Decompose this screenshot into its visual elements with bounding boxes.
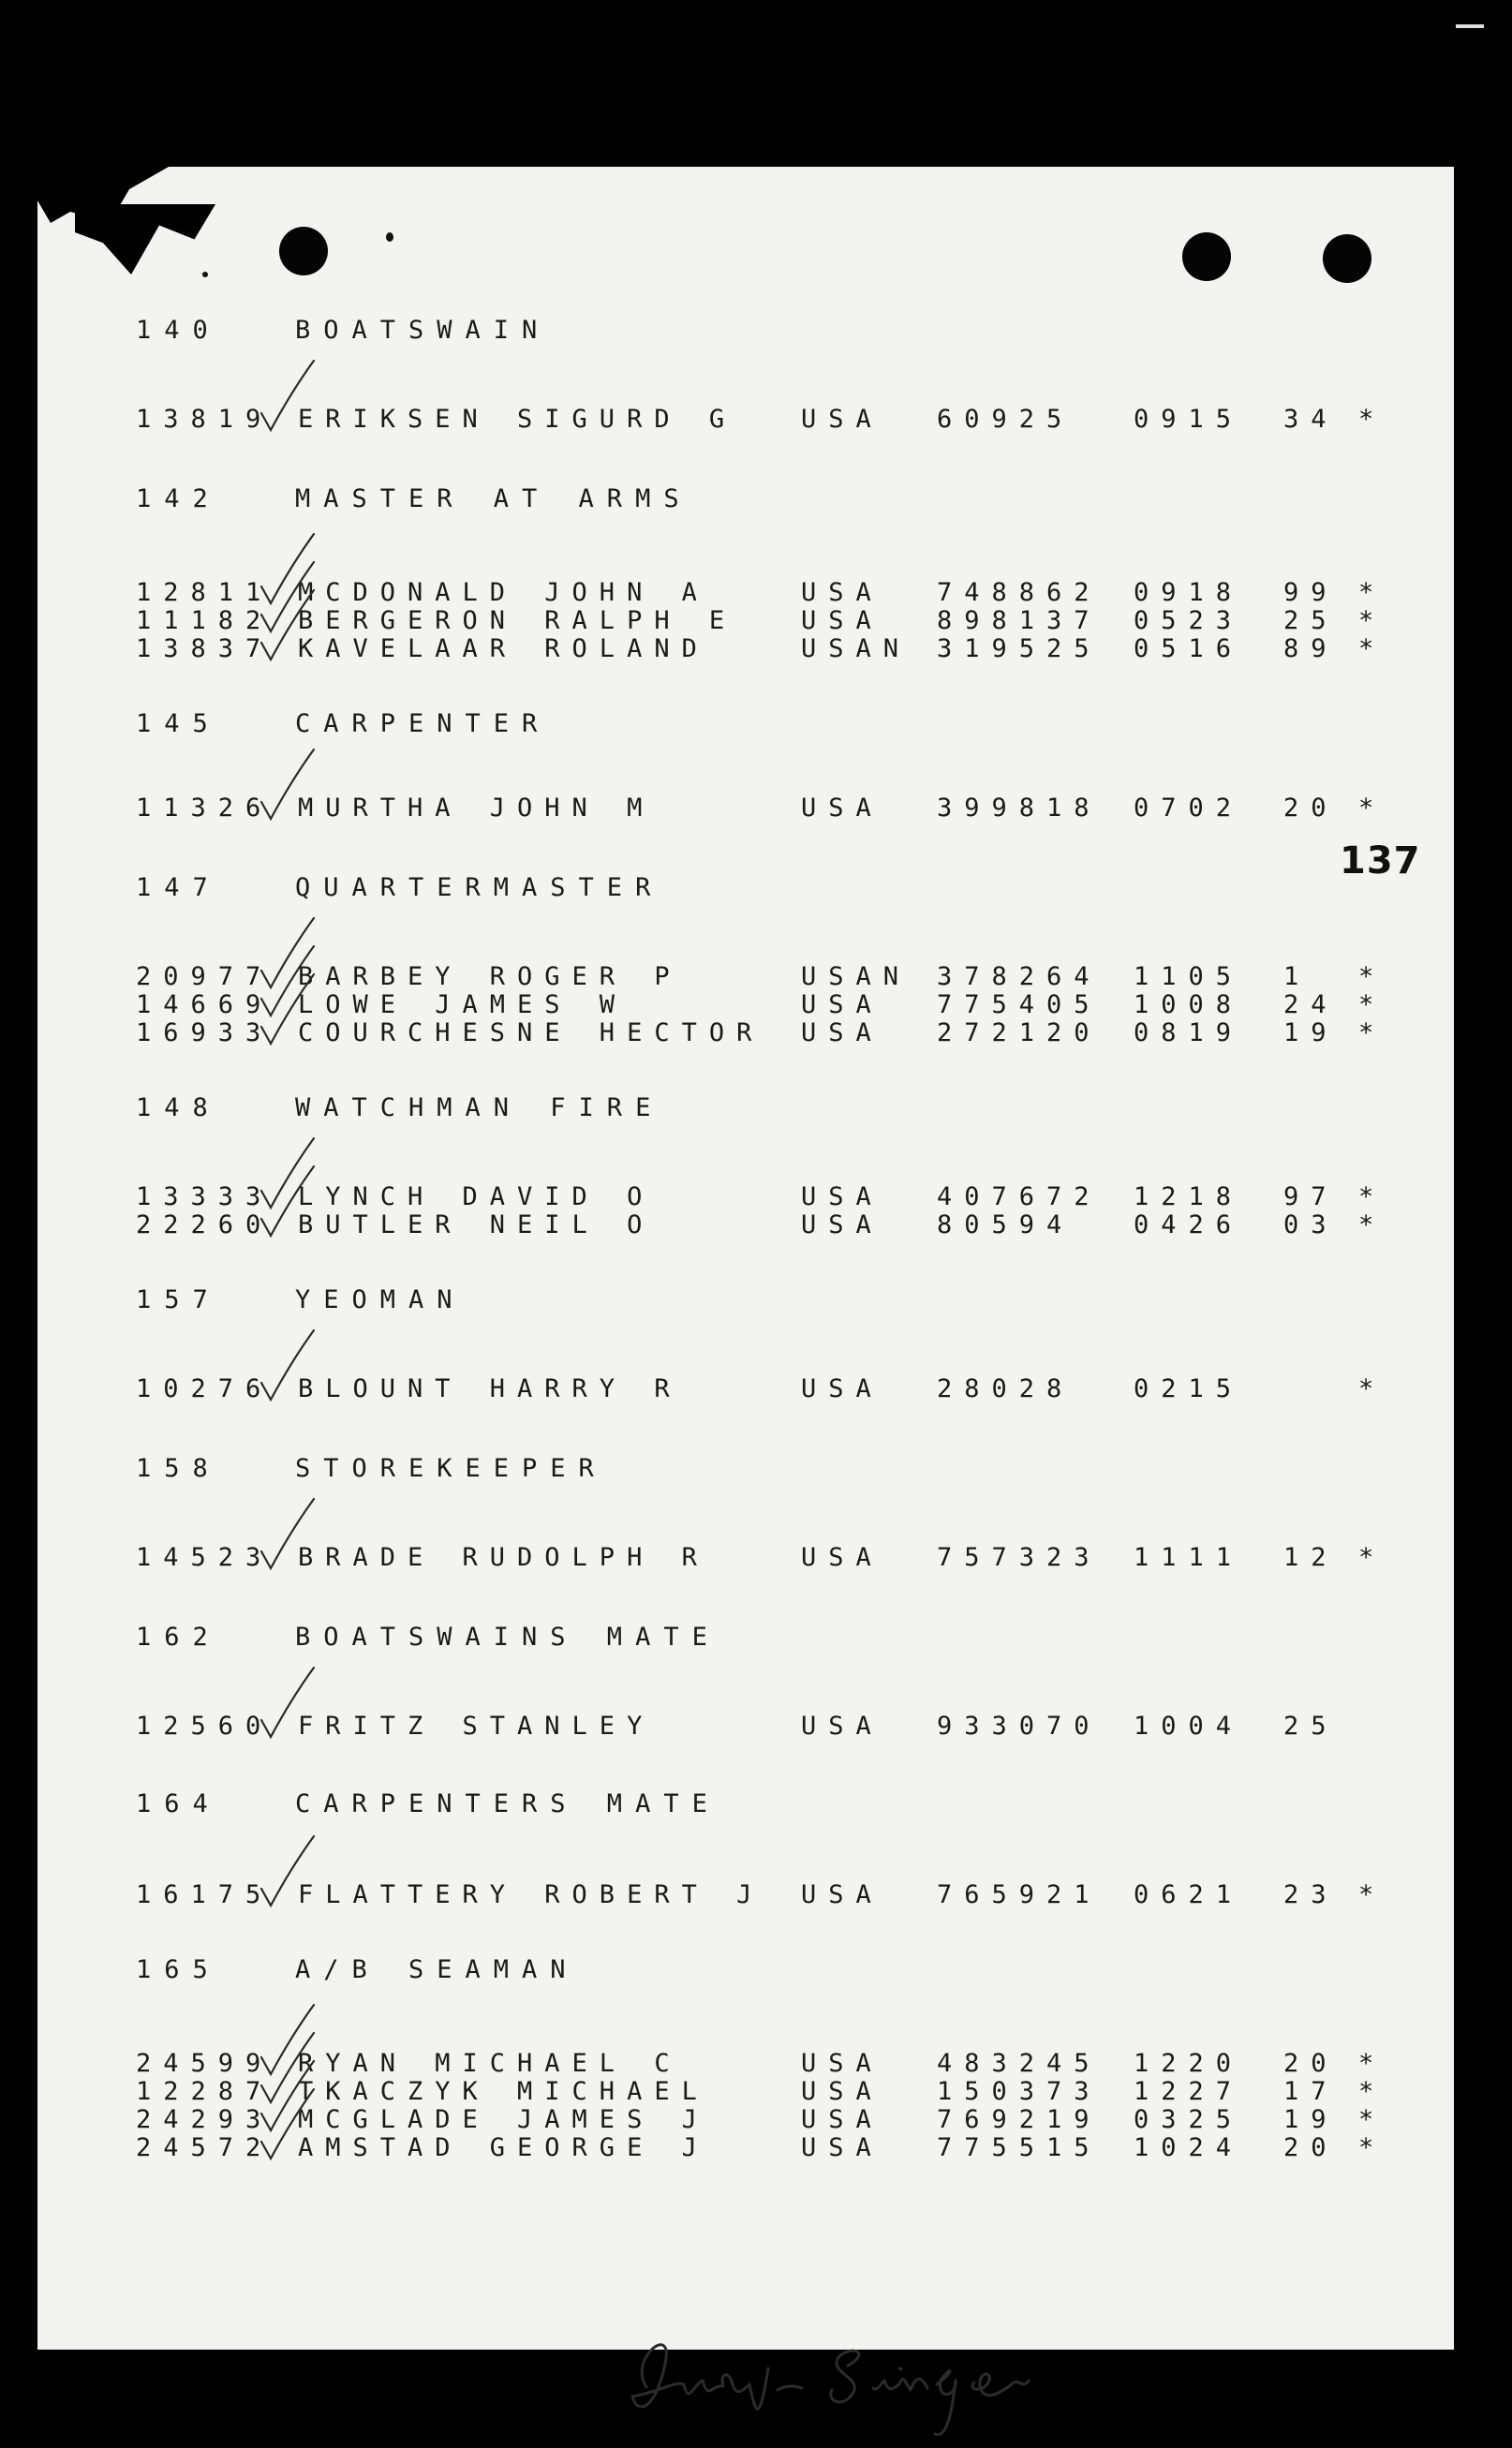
crew-serial: 483245 xyxy=(937,2049,1102,2078)
crew-mark: * xyxy=(1358,794,1386,823)
check-mark-icon xyxy=(258,748,318,823)
crew-nationality: USA xyxy=(801,606,883,635)
crew-date: 1105 xyxy=(1134,962,1244,991)
check-mark-icon xyxy=(258,2087,318,2162)
inspector-signature xyxy=(618,2279,1040,2448)
crew-number: 24599 xyxy=(136,2049,274,2078)
crew-name: FRITZ STANLEY xyxy=(298,1712,655,1741)
crew-date: 1227 xyxy=(1134,2077,1244,2106)
crew-name: BUTLER NEIL O xyxy=(298,1210,655,1239)
crew-number: 22260 xyxy=(136,1210,274,1239)
rating-code: 147 xyxy=(136,873,221,902)
crew-serial: 757323 xyxy=(937,1543,1102,1572)
crew-number: 24293 xyxy=(136,2105,274,2134)
crew-number: 14669 xyxy=(136,990,274,1019)
crew-date: 0426 xyxy=(1134,1210,1244,1239)
punch-hole-right xyxy=(1323,234,1371,283)
punch-hole-middle xyxy=(1182,232,1231,281)
crew-name: AMSTAD GEORGE J xyxy=(298,2133,709,2162)
rating-code: 145 xyxy=(136,709,221,738)
crew-serial: 80594 xyxy=(937,1210,1075,1239)
crew-number: 12560 xyxy=(136,1712,274,1741)
crew-serial: 28028 xyxy=(937,1374,1075,1403)
crew-number: 13837 xyxy=(136,634,274,663)
crew-number: 20977 xyxy=(136,962,274,991)
crew-nationality: USA xyxy=(801,578,883,607)
crew-date: 0215 xyxy=(1134,1374,1244,1403)
corner-mark xyxy=(1456,24,1484,28)
crew-number: 13333 xyxy=(136,1182,274,1211)
crew-number: 24572 xyxy=(136,2133,274,2162)
crew-nationality: USA xyxy=(801,405,883,434)
crew-code: 20 xyxy=(1283,2049,1339,2078)
crew-mark: * xyxy=(1358,2077,1386,2106)
rating-code: 148 xyxy=(136,1093,221,1122)
crew-mark: * xyxy=(1358,2133,1386,2162)
document-page xyxy=(37,167,1454,2350)
crew-mark: * xyxy=(1358,2105,1386,2134)
crew-mark: * xyxy=(1358,1374,1386,1403)
torn-corner-lower xyxy=(75,204,215,274)
crew-nationality: USA xyxy=(801,1712,883,1741)
crew-serial: 272120 xyxy=(937,1018,1102,1047)
crew-nationality: USA xyxy=(801,794,883,823)
crew-code: 03 xyxy=(1283,1210,1339,1239)
rating-title: CARPENTER xyxy=(295,709,551,738)
crew-date: 0819 xyxy=(1134,1018,1244,1047)
crew-number: 11182 xyxy=(136,606,274,635)
crew-date: 0702 xyxy=(1134,794,1244,823)
rating-code: 142 xyxy=(136,484,221,513)
crew-mark: * xyxy=(1358,962,1386,991)
crew-date: 1024 xyxy=(1134,2133,1244,2162)
crew-code: 25 xyxy=(1283,1712,1339,1741)
crew-name: KAVELAAR ROLAND xyxy=(298,634,709,663)
rating-code: 157 xyxy=(136,1285,221,1314)
crew-mark: * xyxy=(1358,1880,1386,1909)
crew-date: 0325 xyxy=(1134,2105,1244,2134)
crew-code: 99 xyxy=(1283,578,1339,607)
crew-date: 1220 xyxy=(1134,2049,1244,2078)
crew-name: MURTHA JOHN M xyxy=(298,794,655,823)
check-mark-icon xyxy=(258,1834,318,1909)
crew-nationality: USA xyxy=(801,2105,883,2134)
check-mark-icon xyxy=(258,972,318,1047)
crew-number: 11326 xyxy=(136,794,274,823)
crew-mark: * xyxy=(1358,405,1386,434)
crew-code: 89 xyxy=(1283,634,1339,663)
rating-code: 158 xyxy=(136,1454,221,1483)
rating-title: BOATSWAIN xyxy=(295,316,551,345)
crew-mark: * xyxy=(1358,990,1386,1019)
crew-code: 1 xyxy=(1283,962,1312,991)
crew-name: BRADE RUDOLPH R xyxy=(298,1543,709,1572)
crew-nationality: USA xyxy=(801,1374,883,1403)
crew-mark: * xyxy=(1358,606,1386,635)
crew-date: 0915 xyxy=(1134,405,1244,434)
punch-hole-left xyxy=(279,227,328,275)
crew-nationality: USA xyxy=(801,1543,883,1572)
crew-nationality: USA xyxy=(801,1880,883,1909)
crew-nationality: USAN xyxy=(801,634,912,663)
crew-name: MCGLADE JAMES J xyxy=(298,2105,709,2134)
crew-code: 25 xyxy=(1283,606,1339,635)
crew-nationality: USA xyxy=(801,990,883,1019)
rating-code: 162 xyxy=(136,1623,221,1652)
crew-code: 20 xyxy=(1283,794,1339,823)
crew-serial: 378264 xyxy=(937,962,1102,991)
crew-name: TKACZYK MICHAEL xyxy=(298,2077,709,2106)
crew-number: 16175 xyxy=(136,1880,274,1909)
crew-nationality: USAN xyxy=(801,962,912,991)
check-mark-icon xyxy=(258,1666,318,1741)
check-mark-icon xyxy=(258,1497,318,1572)
crew-code: 24 xyxy=(1283,990,1339,1019)
crew-date: 1111 xyxy=(1134,1543,1244,1572)
crew-number: 13819 xyxy=(136,405,274,434)
rating-title: YEOMAN xyxy=(295,1285,466,1314)
crew-name: RYAN MICHAEL C xyxy=(298,2049,682,2078)
crew-nationality: USA xyxy=(801,1018,883,1047)
crew-serial: 407672 xyxy=(937,1182,1102,1211)
crew-mark: * xyxy=(1358,578,1386,607)
crew-nationality: USA xyxy=(801,2049,883,2078)
speck xyxy=(386,232,393,242)
crew-serial: 150373 xyxy=(937,2077,1102,2106)
crew-code: 19 xyxy=(1283,1018,1339,1047)
crew-name: LOWE JAMES W xyxy=(298,990,628,1019)
rating-code: 164 xyxy=(136,1789,221,1818)
crew-mark: * xyxy=(1358,2049,1386,2078)
crew-name: ERIKSEN SIGURD G xyxy=(298,405,737,434)
crew-mark: * xyxy=(1358,1182,1386,1211)
check-mark-icon xyxy=(258,359,318,434)
crew-date: 0918 xyxy=(1134,578,1244,607)
crew-date: 0516 xyxy=(1134,634,1244,663)
crew-serial: 769219 xyxy=(937,2105,1102,2134)
crew-name: MCDONALD JOHN A xyxy=(298,578,709,607)
crew-date: 1008 xyxy=(1134,990,1244,1019)
speck xyxy=(202,272,208,277)
crew-serial: 898137 xyxy=(937,606,1102,635)
crew-code: 12 xyxy=(1283,1543,1339,1572)
crew-name: FLATTERY ROBERT J xyxy=(298,1880,764,1909)
crew-code: 20 xyxy=(1283,2133,1339,2162)
crew-date: 0523 xyxy=(1134,606,1244,635)
rating-code: 165 xyxy=(136,1955,221,1984)
crew-code: 97 xyxy=(1283,1182,1339,1211)
crew-serial: 319525 xyxy=(937,634,1102,663)
crew-nationality: USA xyxy=(801,1182,883,1211)
crew-number: 10276 xyxy=(136,1374,274,1403)
crew-mark: * xyxy=(1358,634,1386,663)
crew-code: 23 xyxy=(1283,1880,1339,1909)
crew-serial: 399818 xyxy=(937,794,1102,823)
crew-code: 19 xyxy=(1283,2105,1339,2134)
crew-code: 17 xyxy=(1283,2077,1339,2106)
crew-serial: 748862 xyxy=(937,578,1102,607)
rating-title: MASTER AT ARMS xyxy=(295,484,692,513)
rating-title: QUARTERMASTER xyxy=(295,873,664,902)
crew-number: 12811 xyxy=(136,578,274,607)
rating-title: A/B SEAMAN xyxy=(295,1955,579,1984)
crew-date: 0621 xyxy=(1134,1880,1244,1909)
crew-number: 14523 xyxy=(136,1543,274,1572)
crew-mark: * xyxy=(1358,1018,1386,1047)
check-mark-icon xyxy=(258,588,318,663)
crew-number: 12287 xyxy=(136,2077,274,2106)
crew-name: BERGERON RALPH E xyxy=(298,606,737,635)
crew-date: 1218 xyxy=(1134,1182,1244,1211)
rating-title: STOREKEEPER xyxy=(295,1454,607,1483)
crew-date: 1004 xyxy=(1134,1712,1244,1741)
rating-title: BOATSWAINS MATE xyxy=(295,1623,720,1652)
page-number: 137 xyxy=(1340,839,1421,883)
crew-serial: 765921 xyxy=(937,1880,1102,1909)
crew-nationality: USA xyxy=(801,2133,883,2162)
crew-serial: 933070 xyxy=(937,1712,1102,1741)
crew-name: COURCHESNE HECTOR xyxy=(298,1018,764,1047)
crew-nationality: USA xyxy=(801,1210,883,1239)
rating-code: 140 xyxy=(136,316,221,345)
crew-serial: 60925 xyxy=(937,405,1075,434)
crew-nationality: USA xyxy=(801,2077,883,2106)
check-mark-icon xyxy=(258,1165,318,1239)
crew-name: BLOUNT HARRY R xyxy=(298,1374,682,1403)
rating-title: CARPENTERS MATE xyxy=(295,1789,720,1818)
check-mark-icon xyxy=(258,1328,318,1403)
crew-mark: * xyxy=(1358,1210,1386,1239)
crew-serial: 775405 xyxy=(937,990,1102,1019)
crew-name: BARBEY ROGER P xyxy=(298,962,682,991)
rating-title: WATCHMAN FIRE xyxy=(295,1093,664,1122)
crew-name: LYNCH DAVID O xyxy=(298,1182,655,1211)
crew-number: 16933 xyxy=(136,1018,274,1047)
crew-serial: 775515 xyxy=(937,2133,1102,2162)
crew-mark: * xyxy=(1358,1543,1386,1572)
crew-code: 34 xyxy=(1283,405,1339,434)
